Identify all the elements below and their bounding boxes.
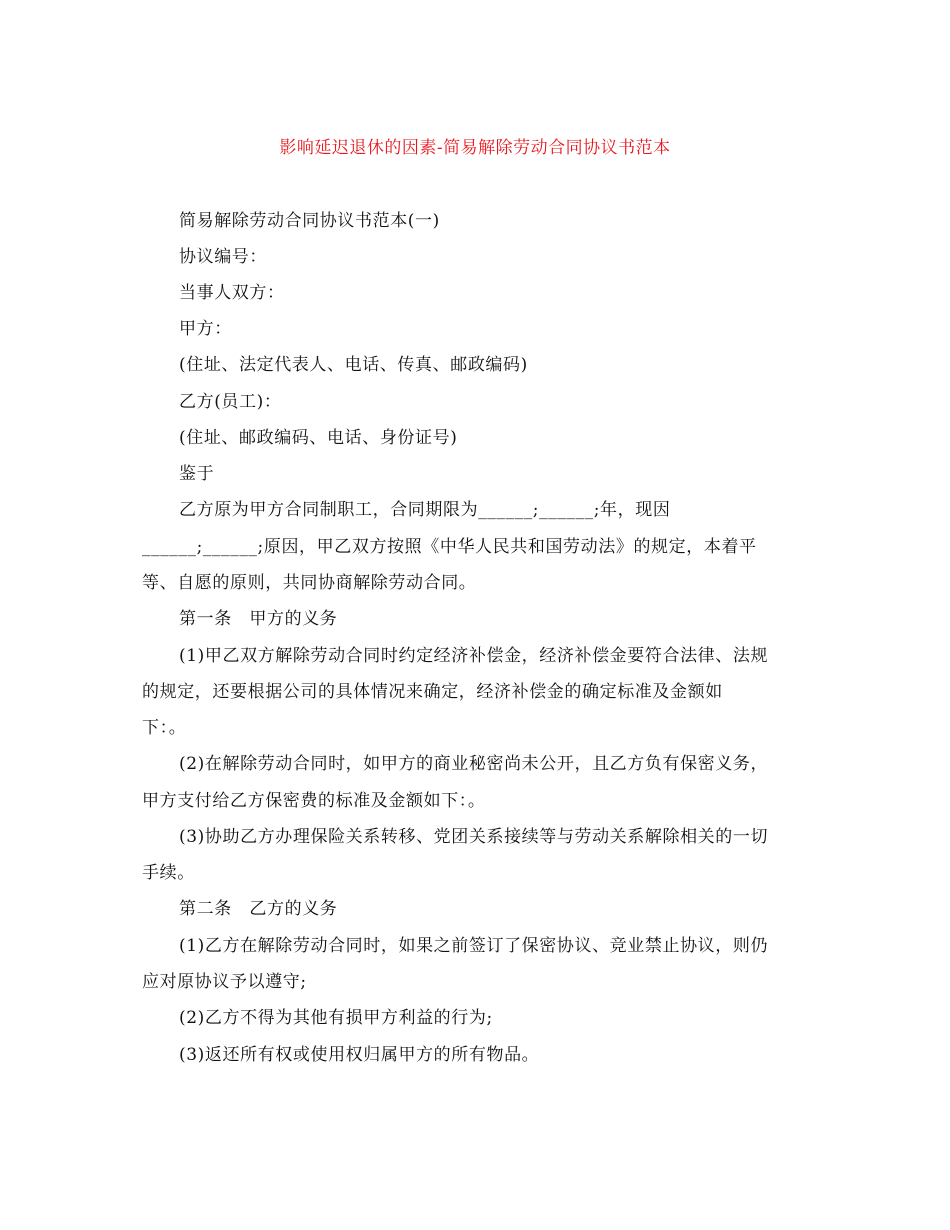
article-heading: 第一条 甲方的义务 [179, 609, 338, 629]
paragraph-line: 手续。 [142, 863, 195, 883]
party-b-label: 乙方(员工)： [179, 392, 282, 412]
paragraph-line: (2)在解除劳动合同时，如甲方的商业秘密尚未公开，且乙方负有保密义务， [179, 754, 769, 774]
party-a-label: 甲方： [179, 319, 232, 339]
paragraph-line: (3)协助乙方办理保险关系转移、党团关系接续等与劳动关系解除相关的一切 [179, 827, 769, 847]
parties-label: 当事人双方： [179, 283, 285, 303]
party-a-details: (住址、法定代表人、电话、传真、邮政编码) [179, 355, 528, 375]
whereas-label: 鉴于 [179, 464, 215, 484]
paragraph-line: 应对原协议予以遵守; [142, 972, 307, 992]
paragraph-line: 等、自愿的原则，共同协商解除劳动合同。 [142, 573, 477, 593]
article-heading: 第二条 乙方的义务 [179, 899, 338, 919]
paragraph-line: 的规定，还要根据公司的具体情况来确定，经济补偿金的确定标准及金额如 [142, 682, 723, 702]
paragraph-line: 乙方原为甲方合同制职工，合同期限为______;______;年，现因 [179, 500, 671, 520]
paragraph-line: (1)甲乙双方解除劳动合同时约定经济补偿金，经济补偿金要符合法律、法规 [179, 646, 769, 666]
agreement-number: 协议编号： [179, 247, 267, 267]
party-b-details: (住址、邮政编码、电话、身份证号) [179, 428, 458, 448]
paragraph-line: 甲方支付给乙方保密费的标准及金额如下：。 [142, 791, 486, 811]
paragraph-line: (3)返还所有权或使用权归属甲方的所有物品。 [179, 1045, 540, 1065]
paragraph-line: (1)乙方在解除劳动合同时，如果之前签订了保密协议、竞业禁止协议，则仍 [179, 936, 769, 956]
paragraph-line: 下：。 [142, 718, 187, 738]
paragraph-line: ______;______;原因，甲乙双方按照《中华人民共和国劳动法》的规定，本着平 [142, 537, 757, 557]
paragraph-line: (2)乙方不得为其他有损甲方利益的行为; [179, 1008, 493, 1028]
document-title: 影响延迟退休的因素-简易解除劳动合同协议书范本 [279, 138, 671, 158]
section-heading: 简易解除劳动合同协议书范本(一) [179, 211, 440, 231]
